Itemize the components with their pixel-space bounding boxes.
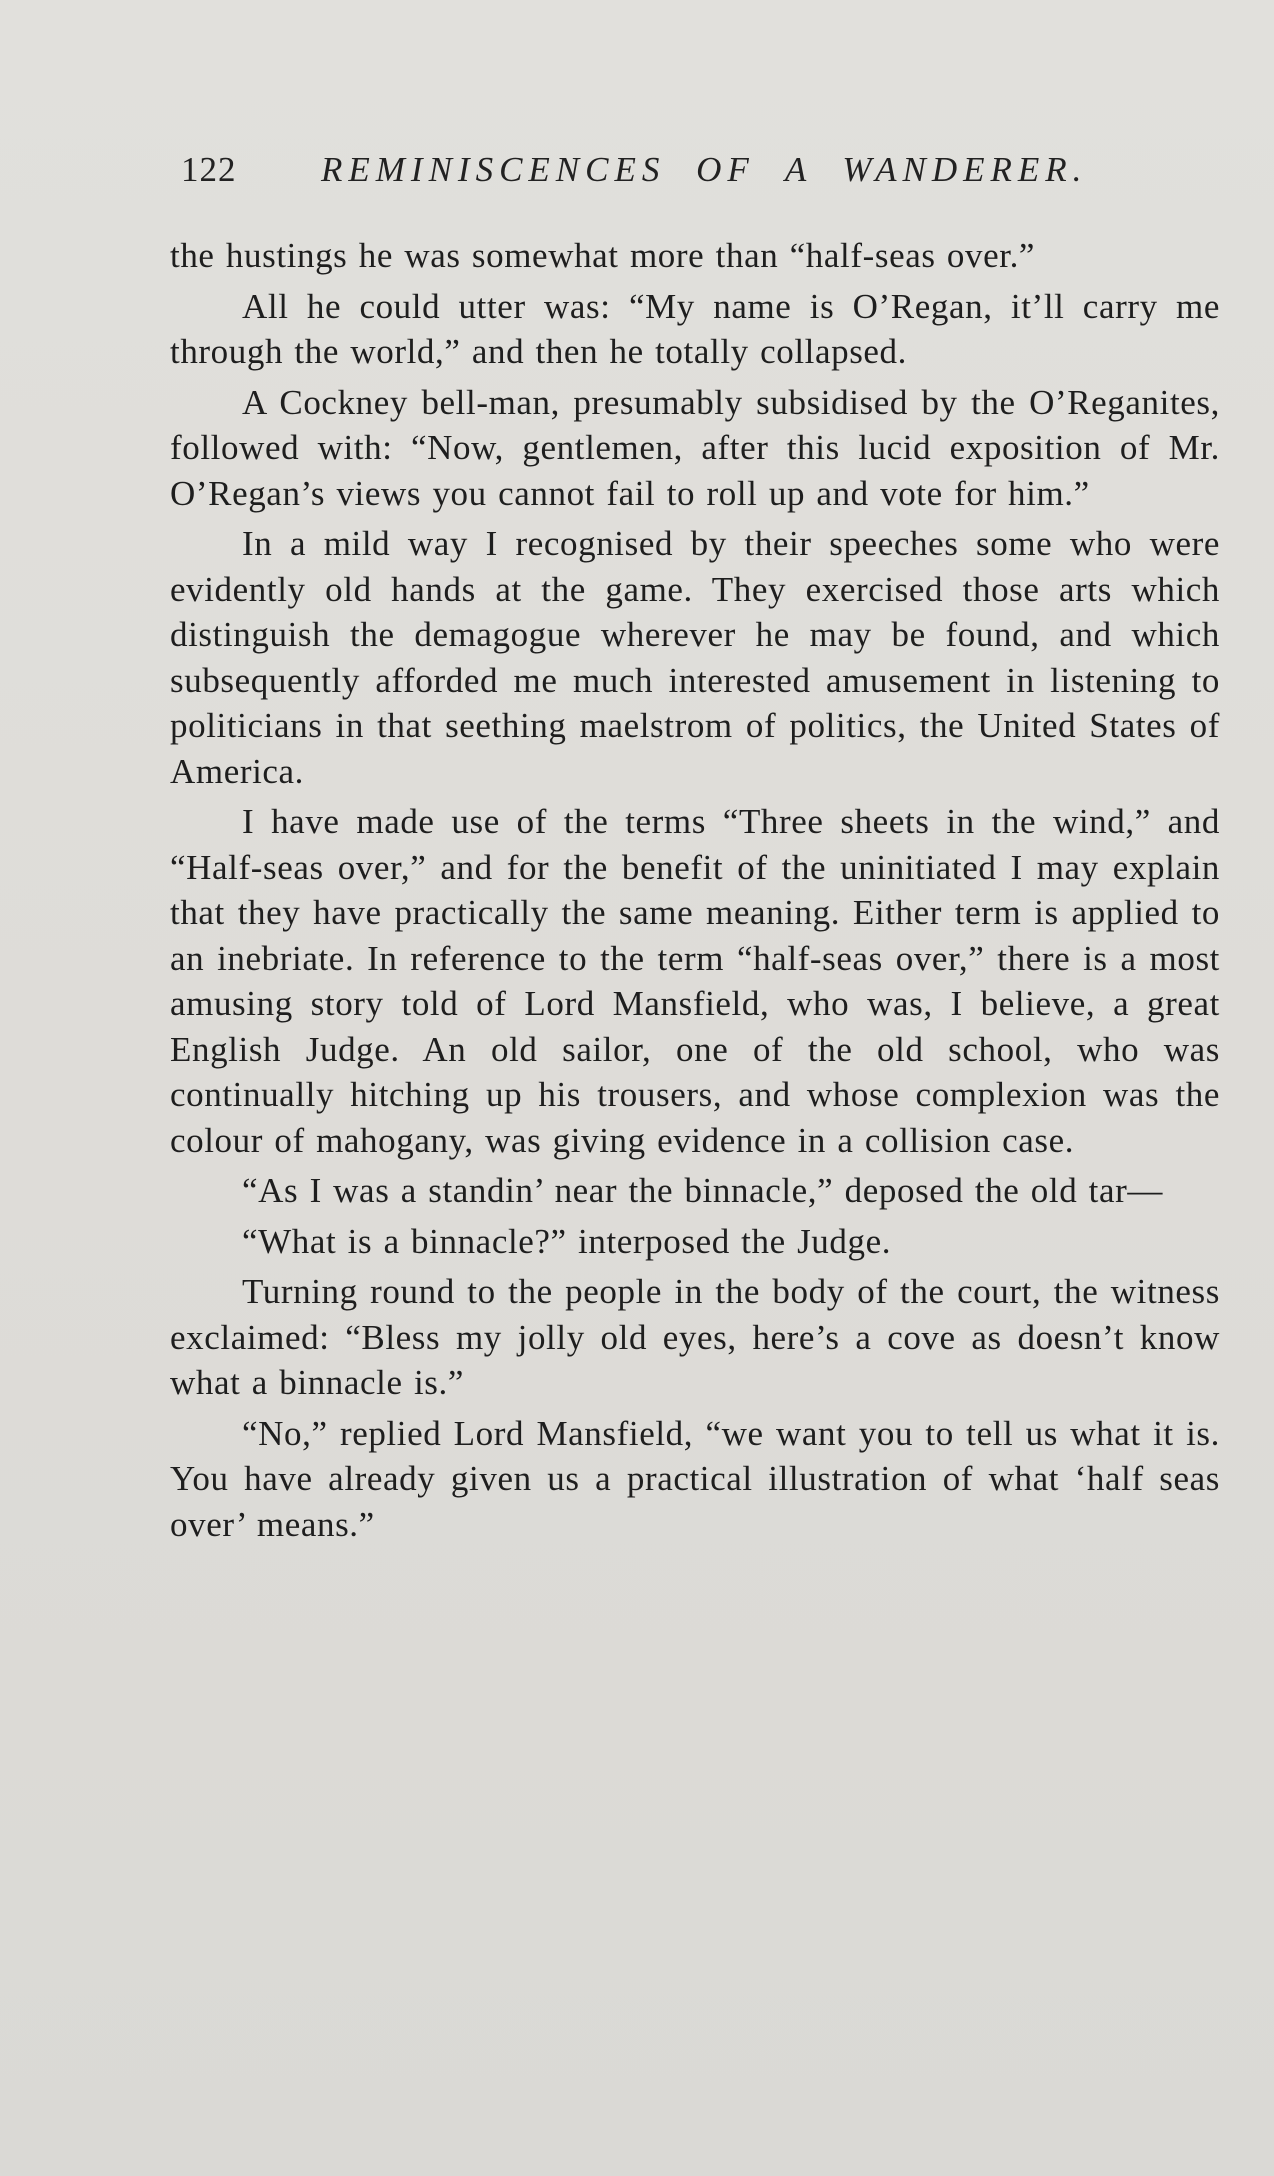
paragraph: Turning round to the people in the body of the court, the witness exclaimed: “Bless my jolly old eyes, here’s a cove as doesn’t know what a binnacle is.” [170, 1272, 1220, 1402]
paragraph: I have made use of the terms “Three sheets in the wind,” and “Half-seas over,” and for the benefit of the uninitiated I may explain that they have practically the same meaning. Either term is applied to an inebriate. In reference to the term “half-seas over,” there is a most amusing story told of Lord Mansfield, who was, I believe, a great English Judge. An old sailor, one of the old school, who was continually hitching up his trousers, and whose complexion was the colour of mahogany, was giving evidence in a collision case. [170, 802, 1220, 1160]
paragraph: A Cockney bell-man, presumably subsidised by the O’Reganites, followed with: “Now, gentlemen, after this lucid exposition of Mr. O’Regan’s views you cannot fail to roll up and vote for him.” [170, 382, 1220, 513]
paragraph: “No,” replied Lord Mansfield, “we want you to tell us what it is. You have already given us a practical illustration of what ‘half seas over’ means.” [170, 1413, 1220, 1544]
paragraph: “What is a binnacle?” interposed the Judge. [242, 1221, 892, 1261]
paragraph: All he could utter was: “My name is O’Regan, it’ll carry me through the world,” and then he totally collapsed. [170, 286, 1220, 371]
running-title: REMINISCENCES OF A WANDERER. [321, 150, 1088, 189]
page-number: 122 [181, 150, 237, 189]
paragraph: In a mild way I recognised by their speeches some who were evidently old hands at the game. They exercised those arts which distinguish the demagogue wherever he may be found, and which subsequently afforded me much interested amusement in listening to politicians in that seething maelstrom of politics, the United States of America. [170, 524, 1220, 791]
running-head [181, 150, 1121, 210]
paragraph: the hustings he was somewhat more than “half-seas over.” [170, 236, 1036, 275]
text-body [170, 233, 1220, 1552]
paragraph: “As I was a standin’ near the binnacle,” deposed the old tar— [242, 1171, 1163, 1210]
